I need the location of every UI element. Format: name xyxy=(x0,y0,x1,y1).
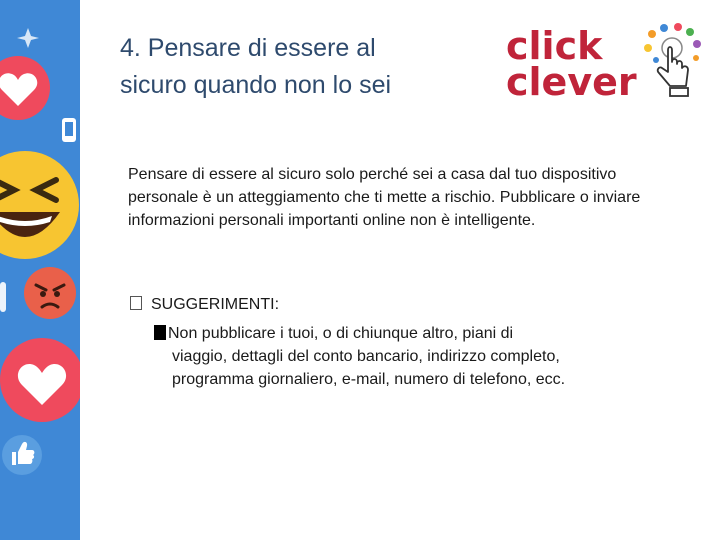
bullet-glyph-icon xyxy=(154,325,166,340)
thumbs-up-icon xyxy=(2,435,42,475)
logo-line-2: clever xyxy=(506,60,637,104)
phone-icon xyxy=(62,118,76,142)
tip-item xyxy=(154,322,654,391)
tips-heading-row xyxy=(130,293,670,316)
title-line-2: sicuro quando non lo sei xyxy=(120,71,392,99)
title-line-1: 4. Pensare di essere al xyxy=(120,34,376,62)
laugh-emoji-icon xyxy=(0,151,79,259)
slide-title xyxy=(120,30,480,104)
bullet-box-icon xyxy=(130,296,142,310)
touch-hand-icon xyxy=(642,22,704,100)
click-clever-logo xyxy=(506,24,656,104)
sparkle-icon xyxy=(17,28,39,48)
logo-line-1: click xyxy=(506,24,603,68)
tips-section xyxy=(130,293,670,391)
tip-line-1: Non pubblicare i tuoi, o di chiunque altro, piani di xyxy=(168,325,514,342)
tips-heading: SUGGERIMENTI: xyxy=(151,296,280,313)
decorative-sidebar xyxy=(0,0,80,540)
tip-line-2: viaggio, dettagli del conto bancario, indirizzo completo, xyxy=(172,348,560,365)
decor-shape xyxy=(0,282,6,312)
reaction-icons-strip xyxy=(0,0,80,540)
heart-icon xyxy=(0,56,50,120)
heart-icon xyxy=(0,338,80,422)
intro-paragraph: Pensare di essere al sicuro solo perché sei a casa dal tuo dispositivo personale è un atteggiamento che ti mette a rischio. Pubblicare o inviare informazioni personali importanti online non è intelligente. xyxy=(128,166,641,229)
tip-line-3: programma giornaliero, e-mail, numero di telefono, ecc. xyxy=(172,371,566,388)
angry-emoji-icon xyxy=(24,267,76,319)
